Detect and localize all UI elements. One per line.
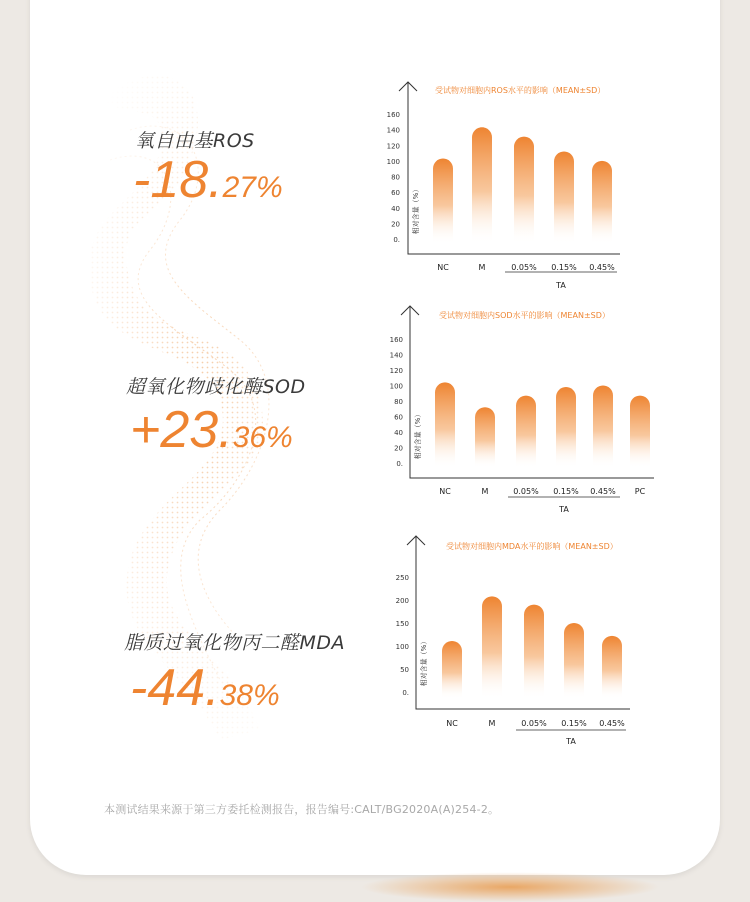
group-label: TA (566, 737, 576, 746)
stat-value-sod-decimal: 36% (232, 421, 293, 454)
y-tick-label: 120 (389, 367, 403, 375)
y-tick-label: 100 (395, 643, 409, 651)
category-label: 0.05% (511, 263, 537, 272)
y-tick-label: 80 (394, 398, 403, 406)
y-tick-label: 40 (394, 429, 403, 437)
stat-label-mda: 脂质过氧化物丙二醛MDA (124, 632, 346, 654)
category-label: 0.05% (513, 487, 539, 496)
category-label: M (481, 487, 489, 496)
y-tick-label: 20 (391, 220, 400, 229)
stat-value-mda-main: -44. (130, 659, 220, 717)
y-tick-label: 100 (386, 157, 400, 166)
bar (564, 623, 584, 699)
y-tick-label: 50 (400, 666, 409, 674)
y-tick-label: 200 (395, 597, 409, 605)
bar (602, 636, 622, 699)
y-tick-label: 160 (386, 111, 400, 119)
category-label: 0.15% (551, 263, 577, 272)
stat-value-sod-main: +23. (130, 401, 233, 459)
bar (442, 641, 462, 699)
y-tick-label: 20 (394, 444, 403, 453)
stat-label-ros: 氧自由基ROS (135, 130, 255, 152)
y-tick-label: 140 (386, 126, 400, 135)
stat-value-ros-main: -18. (133, 151, 223, 209)
y-tick-label: 140 (389, 351, 403, 360)
category-label: 0.15% (561, 719, 587, 728)
chart-title: 受试物对细胞内ROS水平的影响（MEAN±SD） (435, 86, 606, 95)
category-label: NC (437, 263, 449, 272)
chart-title: 受试物对细胞内SOD水平的影响（MEAN±SD） (439, 311, 610, 320)
y-tick-label: 40 (391, 204, 400, 213)
y-tick-label: 0. (396, 460, 403, 468)
y-axis-label: 相对含量（%） (412, 185, 420, 235)
category-label: 0.45% (589, 263, 615, 272)
y-tick-label: 250 (395, 574, 409, 582)
category-label: 0.45% (590, 487, 616, 496)
stat-value-ros-decimal: 27% (222, 171, 283, 204)
category-label: 0.05% (521, 719, 547, 728)
y-tick-label: 80 (391, 173, 400, 182)
y-axis-label: 相对含量（%） (414, 410, 422, 460)
stat-value-mda-decimal: 38% (219, 679, 280, 712)
bar (482, 596, 502, 699)
category-label: NC (446, 719, 458, 728)
category-label: 0.45% (599, 719, 625, 728)
y-tick-label: 0. (393, 236, 400, 244)
y-tick-label: 160 (389, 336, 403, 344)
category-label: M (478, 263, 486, 272)
bar (524, 605, 544, 699)
y-tick-label: 150 (395, 620, 409, 628)
source-footnote: 本测试结果来源于第三方委托检测报告，报告编号:CALT/BG2020A(A)254-2。 (104, 803, 500, 816)
group-label: TA (559, 505, 569, 514)
y-tick-label: 120 (386, 142, 400, 151)
chart-title: 受试物对细胞内MDA水平的影响（MEAN±SD） (446, 542, 618, 551)
y-tick-label: 100 (389, 382, 403, 391)
y-axis-label: 相对含量（%） (420, 637, 428, 687)
group-label: TA (556, 281, 566, 290)
y-tick-label: 60 (394, 413, 403, 422)
y-tick-label: 60 (391, 189, 400, 198)
category-label: NC (439, 487, 451, 496)
category-label: M (488, 719, 496, 728)
category-label: PC (634, 487, 646, 496)
y-tick-label: 0. (402, 689, 409, 697)
stat-label-sod: 超氧化物歧化酶SOD (126, 376, 306, 398)
category-label: 0.15% (553, 487, 579, 496)
